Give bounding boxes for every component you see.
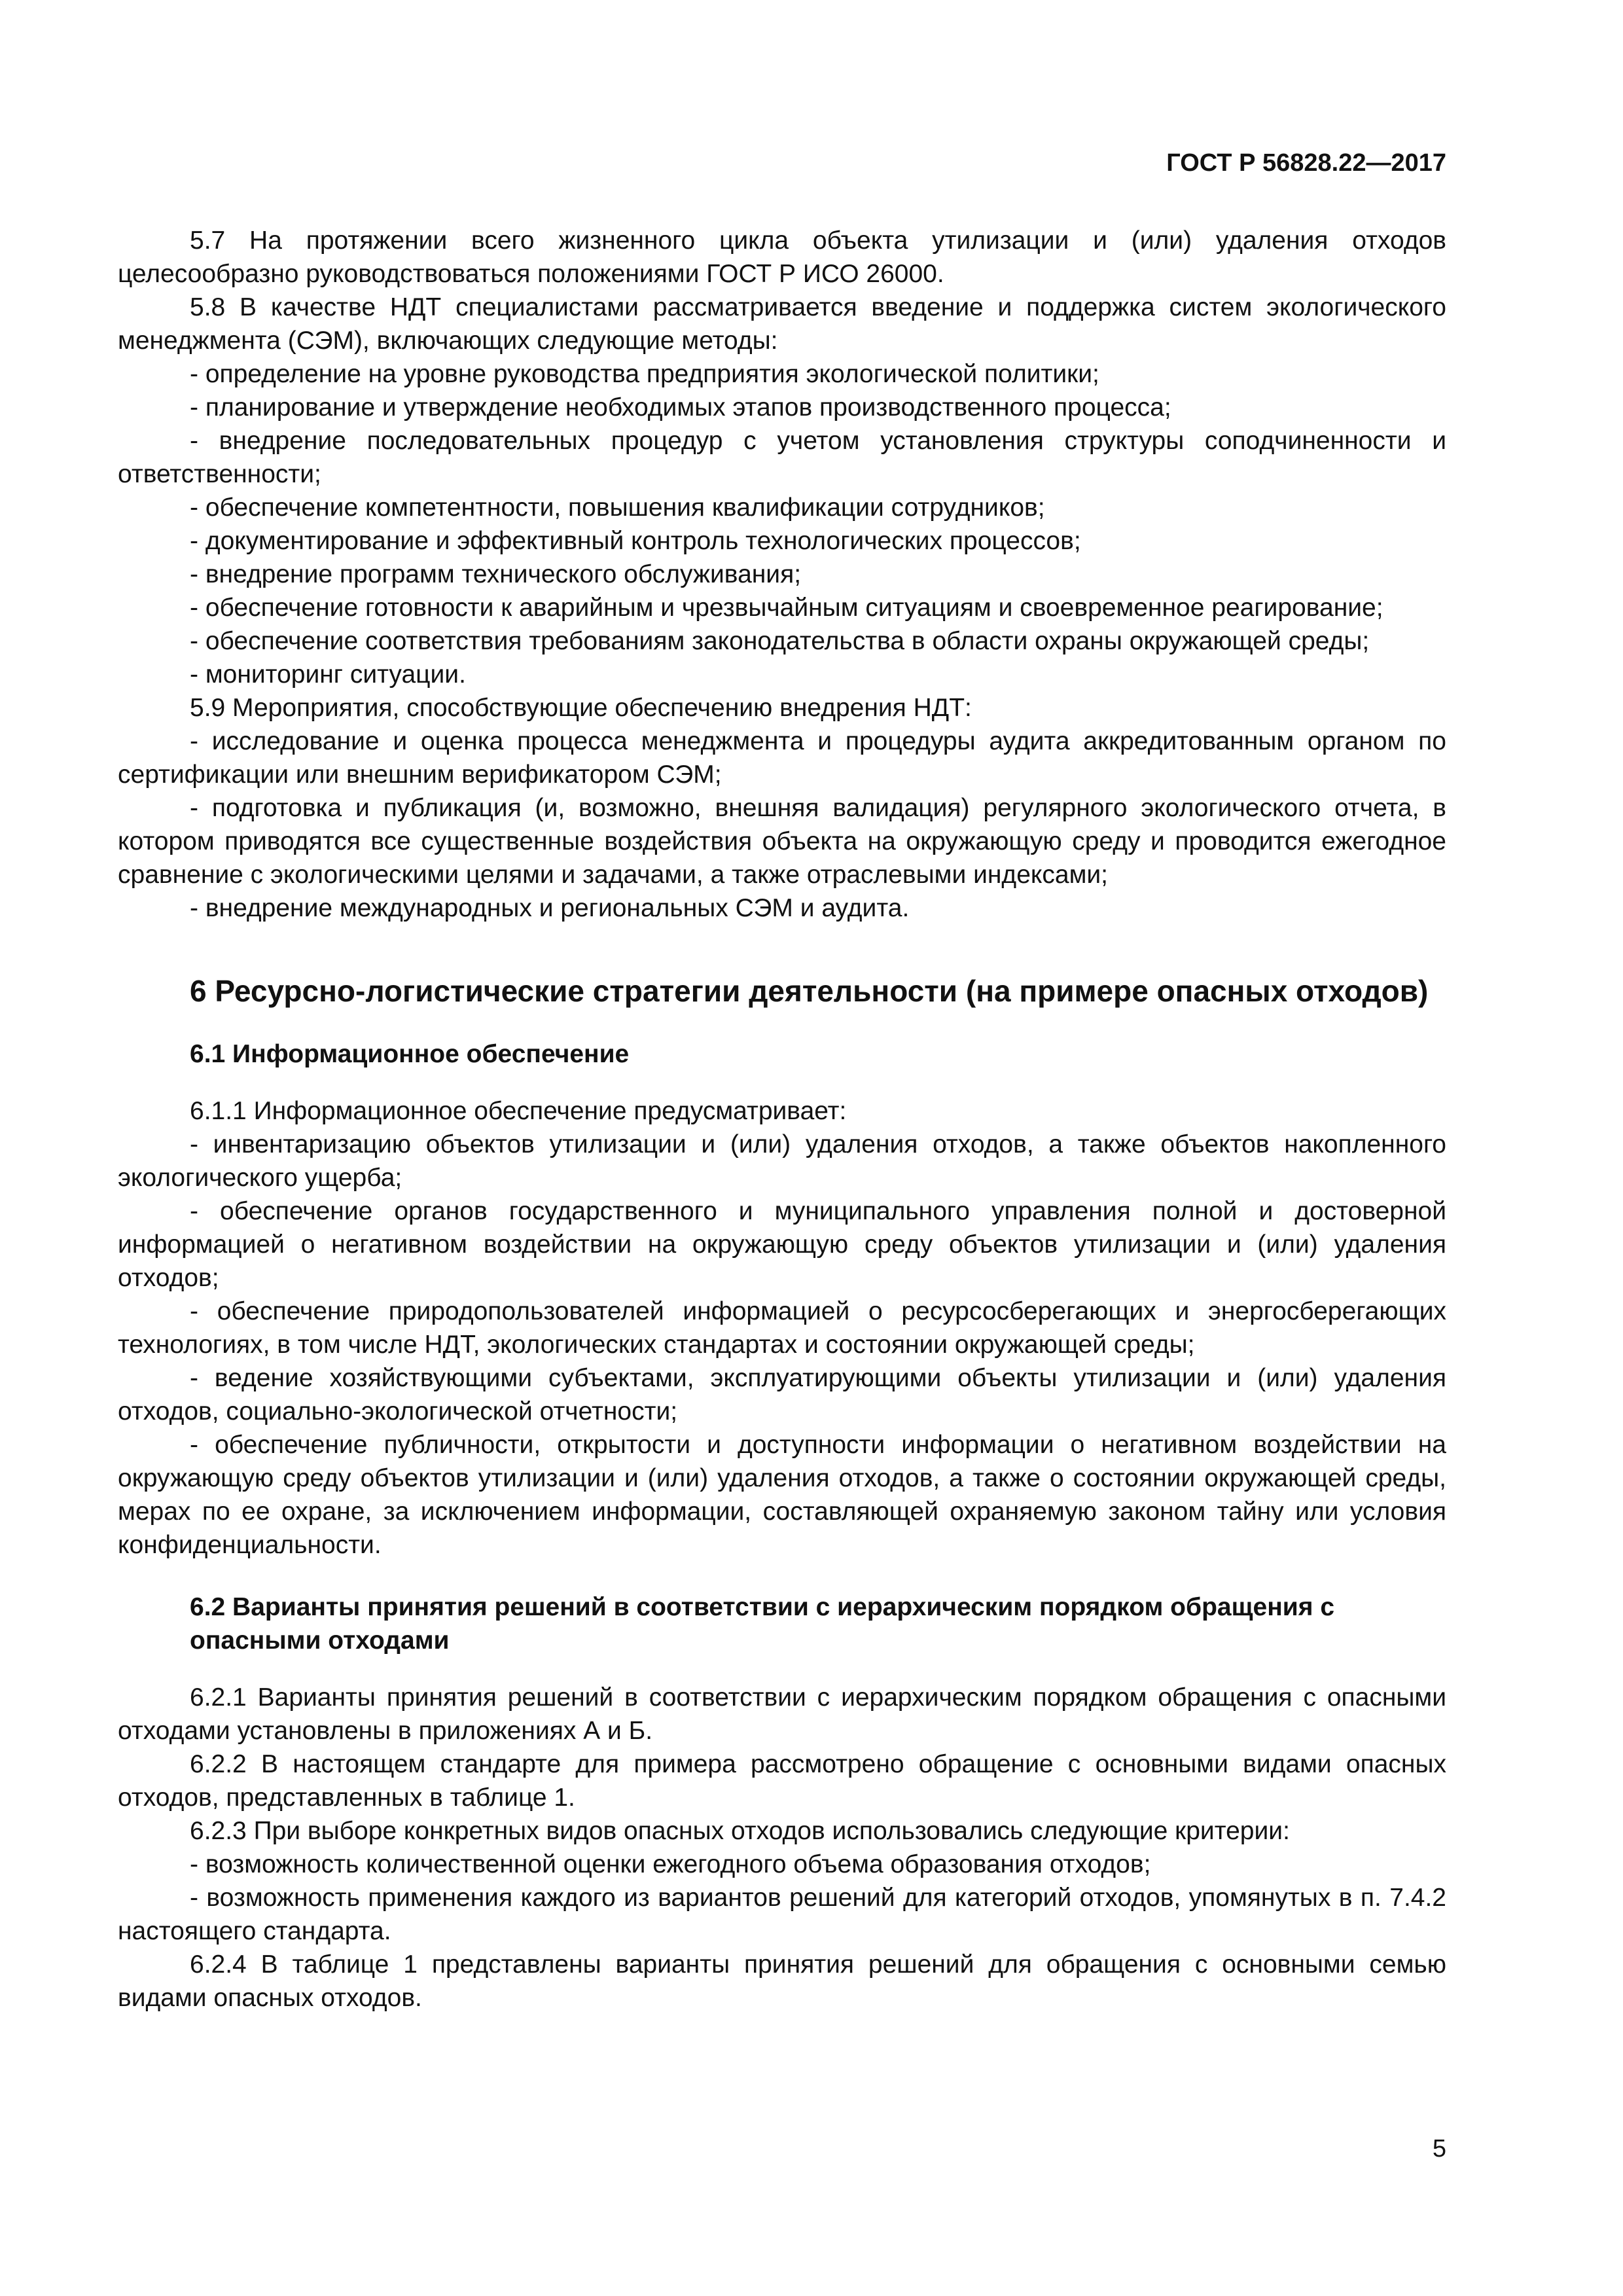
page-number: 5 — [1432, 2135, 1446, 2162]
list-item: - обеспечение готовности к аварийным и чрезвычайным ситуациям и своевременное реагирование; — [190, 594, 1383, 622]
section-6-2-heading: 6.2 Варианты принятия решений в соответствии с иерархическим порядком обращения с опасными отходами — [190, 1593, 1335, 1655]
list-item: - исследование и оценка процесса менеджмента и процедуры аудита аккредитованным органом по сертификации или внешним верификатором СЭМ; — [118, 727, 1446, 789]
list-item: - документирование и эффективный контроль технологических процессов; — [190, 527, 1081, 555]
list-item: - возможность количественной оценки ежегодного объема образования отходов; — [190, 1850, 1151, 1878]
list-item: - обеспечение публичности, открытости и доступности информации о негативном воздействии на окружающую среду объектов утилизации и (или) удаления отходов, а также о состоянии окружающей среды, мерах по ее охране, за исключением информации, составляющей охраняемую законом тайну или условия конфиденциальности. — [118, 1431, 1446, 1559]
list-item: - внедрение последовательных процедур с учетом установления структуры соподчиненности и ответственности; — [118, 427, 1446, 488]
list-item: - обеспечение органов государственного и муниципального управления полной и достоверной информацией о негативном воздействии на окружающую среду объектов утилизации и (или) удаления отходов; — [118, 1197, 1446, 1292]
list-item: - обеспечение компетентности, повышения квалификации сотрудников; — [190, 493, 1045, 522]
document-code: ГОСТ Р 56828.22—2017 — [1166, 149, 1446, 177]
list-item: - определение на уровне руководства предприятия экологической политики; — [190, 360, 1099, 388]
list-item: - внедрение программ технического обслуживания; — [190, 560, 802, 588]
list-item: - обеспечение природопользователей информацией о ресурсосберегающих и энергосберегающих технологиях, в том числе НДТ, экологических стандартах и состоянии окружающей среды; — [118, 1297, 1446, 1359]
list-item: - обеспечение соответствия требованиям законодательства в области охраны окружающей среды; — [190, 627, 1370, 655]
list-item: - подготовка и публикация (и, возможно, внешняя валидация) регулярного экологического отчета, в котором приводятся все существенные воздействия объекта на окружающую среду и проводится ежегодное сравнение с экологическими целями и задачами, а также отраслевыми индексами; — [118, 794, 1446, 889]
list-item: - планирование и утверждение необходимых этапов производственного процесса; — [190, 393, 1171, 422]
paragraph-6-2-2: 6.2.2 В настоящем стандарте для примера рассмотрено обращение с основными видами опасных отходов, представленных в таблице 1. — [118, 1750, 1446, 1812]
list-item: - ведение хозяйствующими субъектами, эксплуатирующими объекты утилизации и (или) удаления отходов, социально-экологической отчетности; — [118, 1364, 1446, 1426]
document-body — [118, 224, 1446, 2015]
paragraph-6-2-1: 6.2.1 Варианты принятия решений в соответствии с иерархическим порядком обращения с опасными отходами установлены в приложениях А и Б. — [118, 1683, 1446, 1745]
section-6-1-heading: 6.1 Информационное обеспечение — [190, 1040, 630, 1068]
paragraph-5-8: 5.8 В качестве НДТ специалистами рассматривается введение и поддержка систем экологического менеджмента (СЭМ), включающих следующие методы: — [118, 293, 1446, 355]
paragraph-6-2-4: 6.2.4 В таблице 1 представлены варианты принятия решений для обращения с основными семью видами опасных отходов. — [118, 1950, 1446, 2012]
section-6-heading: 6 Ресурсно-логистические стратегии деятельности (на примере опасных отходов) — [190, 974, 1429, 1008]
list-item: - мониторинг ситуации. — [190, 660, 466, 689]
list-item: - возможность применения каждого из вариантов решений для категорий отходов, упомянутых в п. 7.4.2 настоящего стандарта. — [118, 1884, 1446, 1945]
paragraph-6-2-3: 6.2.3 При выборе конкретных видов опасных отходов использовались следующие критерии: — [190, 1817, 1290, 1845]
paragraph-6-1-1: 6.1.1 Информационное обеспечение предусматривает: — [190, 1097, 847, 1125]
list-item: - внедрение международных и региональных СЭМ и аудита. — [190, 894, 910, 922]
paragraph-5-9: 5.9 Мероприятия, способствующие обеспечению внедрения НДТ: — [190, 694, 972, 722]
list-item: - инвентаризацию объектов утилизации и (или) удаления отходов, а также объектов накопленного экологического ущерба; — [118, 1130, 1446, 1192]
paragraph-5-7: 5.7 На протяжении всего жизненного цикла объекта утилизации и (или) удаления отходов целесообразно руководствоваться положениями ГОСТ Р ИСО 26000. — [118, 226, 1446, 288]
